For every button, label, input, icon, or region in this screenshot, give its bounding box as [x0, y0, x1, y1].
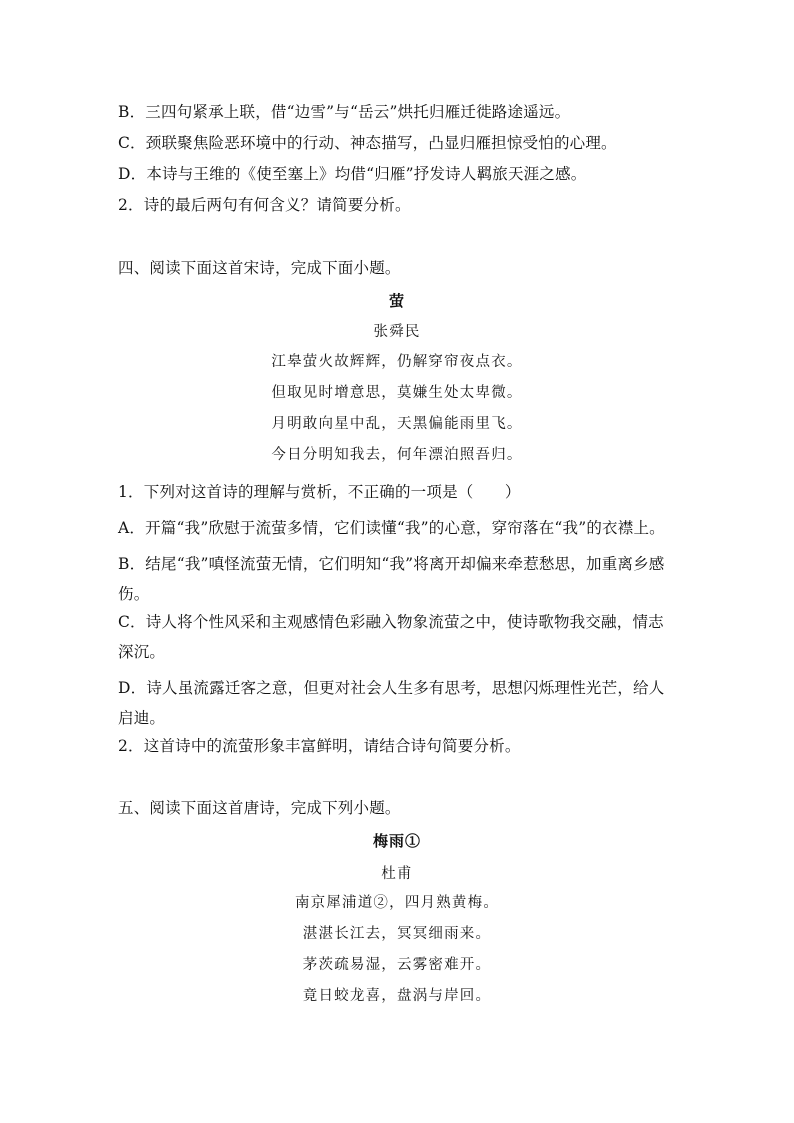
question-2-section3: 2．诗的最后两句有何含义？请简要分析。 [118, 196, 411, 214]
section5-poem-line: 南京犀浦道②，四月熟黄梅。 [294, 895, 500, 911]
option-c-section3: C．颈联聚焦险恶环境中的行动、神态描写，凸显归雁担惊受怕的心理。 [118, 134, 617, 152]
option-c-section4: C．诗人将个性风采和主观感情色彩融入物象流萤之中，使诗歌物我交融，情志深沉。 [118, 613, 664, 661]
section4-poem-author: 张舜民 [373, 324, 421, 340]
section4-poem-title: 萤 [388, 292, 405, 310]
section4-poem-line: 今日分明知我去，何年漂泊照吾归。 [271, 447, 523, 463]
section5-poem-line: 湛湛长江去，冥冥细雨来。 [302, 926, 492, 942]
section5-heading: 五、阅读下面这首唐诗，完成下列小题。 [118, 799, 401, 817]
question-2-section4: 2．这首诗中的流萤形象丰富鲜明，请结合诗句简要分析。 [118, 737, 521, 755]
option-d-section3: D．本诗与王维的《使至塞上》均借“归雁”抒发诗人羁旅天涯之感。 [118, 165, 587, 183]
section5-poem-line: 茅茨疏易湿，云雾密难开。 [302, 957, 492, 973]
section4-poem-line: 月明敢向星中乱，天黑偏能雨里飞。 [271, 416, 523, 432]
section4-poem-line: 江皋萤火故辉辉，仍解穿帘夜点衣。 [271, 354, 523, 370]
section4-heading: 四、阅读下面这首宋诗，完成下面小题。 [118, 259, 401, 277]
section5-poem-line: 竟日蛟龙喜，盘涡与岸回。 [302, 988, 492, 1004]
section4-poem-line: 但取见时增意思，莫嫌生处太卑微。 [271, 385, 523, 401]
section5-poem-title: 梅雨① [372, 832, 421, 850]
option-b-section3: B．三四句紧承上联，借“边雪”与“岳云”烘托归雁迁徙路途遥远。 [118, 103, 571, 121]
option-a-section4: A．开篇“我”欣慰于流萤多情，它们读懂“我”的心意，穿帘落在“我”的衣襟上。 [118, 519, 665, 537]
option-b-section4: B．结尾“我”嗔怪流萤无情，它们明知“我”将离开却偏来牵惹愁思，加重离乡感伤。 [118, 555, 665, 603]
section5-poem-author: 杜甫 [381, 866, 413, 882]
option-d-section4: D．诗人虽流露迁客之意，但更对社会人生多有思考，思想闪烁理性光芒，给人启迪。 [118, 679, 665, 727]
question-1-section4: 1．下列对这首诗的理解与赏析，不正确的一项是（ ） [118, 483, 521, 501]
